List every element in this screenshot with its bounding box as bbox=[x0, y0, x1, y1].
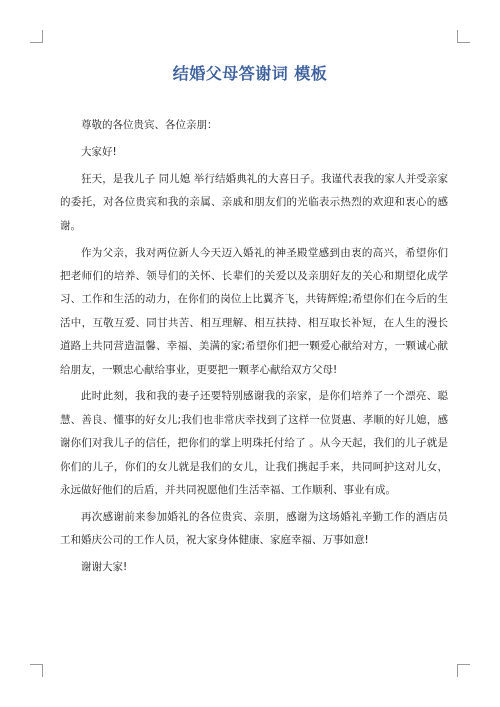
crop-mark-top-right bbox=[457, 30, 470, 43]
body-paragraph: 此时此刻，我和我的妻子还要特别感谢我的亲家，是你们培养了一个漂亮、聪慧、善良、懂事的好女儿;我们也非常庆幸找到了这样一位贤惠、孝顺的好儿媳，感谢你们对我儿子的信任，把你们的掌上明珠托付给了 。从今天起，我们的儿子就是你们的儿子，你们的女儿就是我们的女儿，让我们携起手来，共同呵护这对儿女，永远做好他们的后盾，并共同祝愿他们生活幸福、工作顺利、事业有成。 bbox=[60, 390, 448, 497]
body-paragraph: 再次感谢前来参加婚礼的各位贵宾、亲朋，感谢为这场婚礼辛勤工作的酒店员工和婚庆公司的工作人员，祝大家身体健康、家庭幸福、万事如意! bbox=[60, 511, 448, 547]
crop-mark-bottom-left bbox=[30, 664, 43, 677]
crop-mark-top-left bbox=[30, 30, 43, 43]
closing-line: 谢谢大家! bbox=[81, 561, 128, 574]
salutation: 尊敬的各位贵宾、各位亲朋： bbox=[81, 119, 218, 131]
greeting: 大家好! bbox=[81, 145, 117, 158]
body-paragraph: 狂天，是我儿子 同儿媳 举行结婚典礼的大喜日子。我谨代表我的家人并受亲家的委托，对各位贵宾和我的亲属、亲戚和朋友们的光临表示热烈的欢迎和衷心的感谢。 bbox=[60, 172, 448, 232]
document-body bbox=[60, 114, 448, 583]
crop-mark-bottom-right bbox=[457, 664, 470, 677]
body-paragraph: 作为父亲，我对两位新人今天迈入婚礼的神圣殿堂感到由衷的高兴，希望你们把老师们的培养、领导们的关怀、长辈们的关爱以及亲朋好友的关心和期望化成学习、工作和生活的动力，在你们的岗位上比翼齐飞，共铸辉煌;希望你们在今后的生活中，互敬互爱、同甘共苦、相互理解、相互扶持、相互取长补短，在人生的漫长道路上共同营造温馨、幸福、美满的家;希望你们把一颗爱心献给对方，一颗诚心献给朋友，一颗忠心献给事业，更要把一颗孝心献给双方父母! bbox=[60, 246, 448, 376]
document-title: 结婚父母答谢词 模板 bbox=[172, 64, 328, 83]
